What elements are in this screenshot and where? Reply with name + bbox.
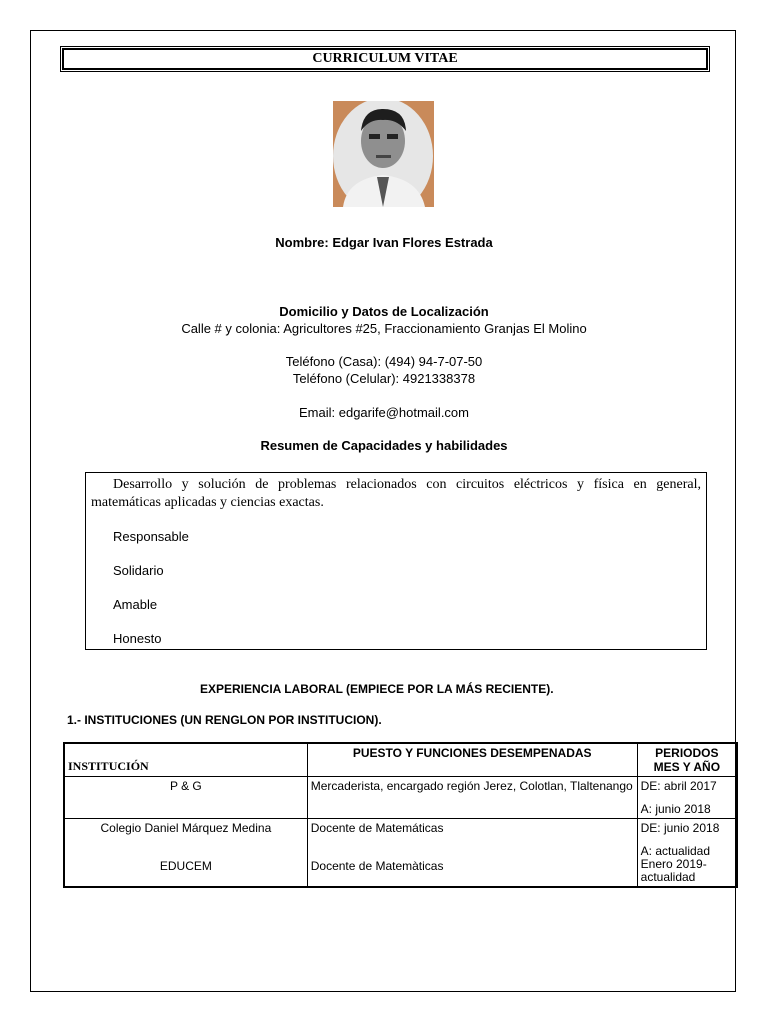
name-line: Nombre: Edgar Ivan Flores Estrada	[275, 235, 493, 250]
puesto-2: Docente de Matemàticas	[310, 859, 444, 873]
skills-paragraph: Desarrollo y solución de problemas relacionados con circuitos eléctricos y física en general, matemáticas aplicadas y ciencias exactas.	[91, 477, 701, 510]
experience-subheading: 1.- INSTITUCIONES (UN RENGLON POR INSTITUCION).	[67, 713, 382, 727]
skill-item: Responsable	[113, 529, 189, 544]
periodo-start: DE: abril 2017	[640, 779, 717, 793]
skill-item: Honesto	[113, 631, 162, 646]
cell-periodo	[637, 819, 737, 888]
cell-puesto: Mercaderista, encargado región Jerez, Colotlan, Tlaltenango	[307, 777, 637, 819]
experience-table	[63, 742, 738, 888]
cv-page	[30, 30, 736, 992]
domicilio-heading: Domicilio y Datos de Localización	[279, 304, 489, 319]
periodo-end: A: junio 2018	[640, 802, 711, 816]
column-header-puesto: PUESTO Y FUNCIONES DESEMPENADAS	[307, 743, 637, 777]
phone-home: Teléfono (Casa): (494) 94-7-07-50	[285, 354, 483, 369]
address: Calle # y colonia: Agricultores #25, Fraccionamiento Granjas El Molino	[181, 321, 587, 336]
periodo-start: DE: junio 2018	[640, 821, 720, 835]
periodo-end: A: actualidad	[640, 844, 711, 858]
cell-puesto	[307, 819, 637, 888]
cell-periodo	[637, 777, 737, 819]
table-row	[64, 819, 737, 888]
cell-institucion	[64, 819, 307, 888]
person-photo	[333, 101, 434, 207]
experience-heading: EXPERIENCIA LABORAL (EMPIECE POR LA MÁS RECIENTE).	[200, 682, 554, 696]
puesto-1: Docente de Matemáticas	[310, 821, 444, 835]
cell-institucion: P & G	[64, 777, 307, 819]
table-row	[64, 777, 737, 819]
phone-cell: Teléfono (Celular): 4921338378	[292, 371, 476, 386]
table-header-row	[64, 743, 737, 777]
skill-item: Amable	[113, 597, 158, 612]
institucion-1: Colegio Daniel Márquez Medina	[100, 821, 272, 835]
email: Email: edgarife@hotmail.com	[299, 405, 469, 420]
skill-item: Solidario	[113, 563, 164, 578]
column-header-institucion: INSTITUCIÓN	[64, 743, 307, 777]
skills-heading: Resumen de Capacidades y habilidades	[260, 438, 508, 453]
column-header-periodos: PERIODOS MES Y AÑO	[637, 743, 737, 777]
cv-title: CURRICULUM VITAE	[62, 48, 708, 70]
person-photo-icon	[333, 101, 434, 207]
skills-box	[85, 472, 707, 650]
institucion-2: EDUCEM	[159, 859, 212, 873]
periodo-educem: Enero 2019-actualidad	[640, 857, 707, 884]
